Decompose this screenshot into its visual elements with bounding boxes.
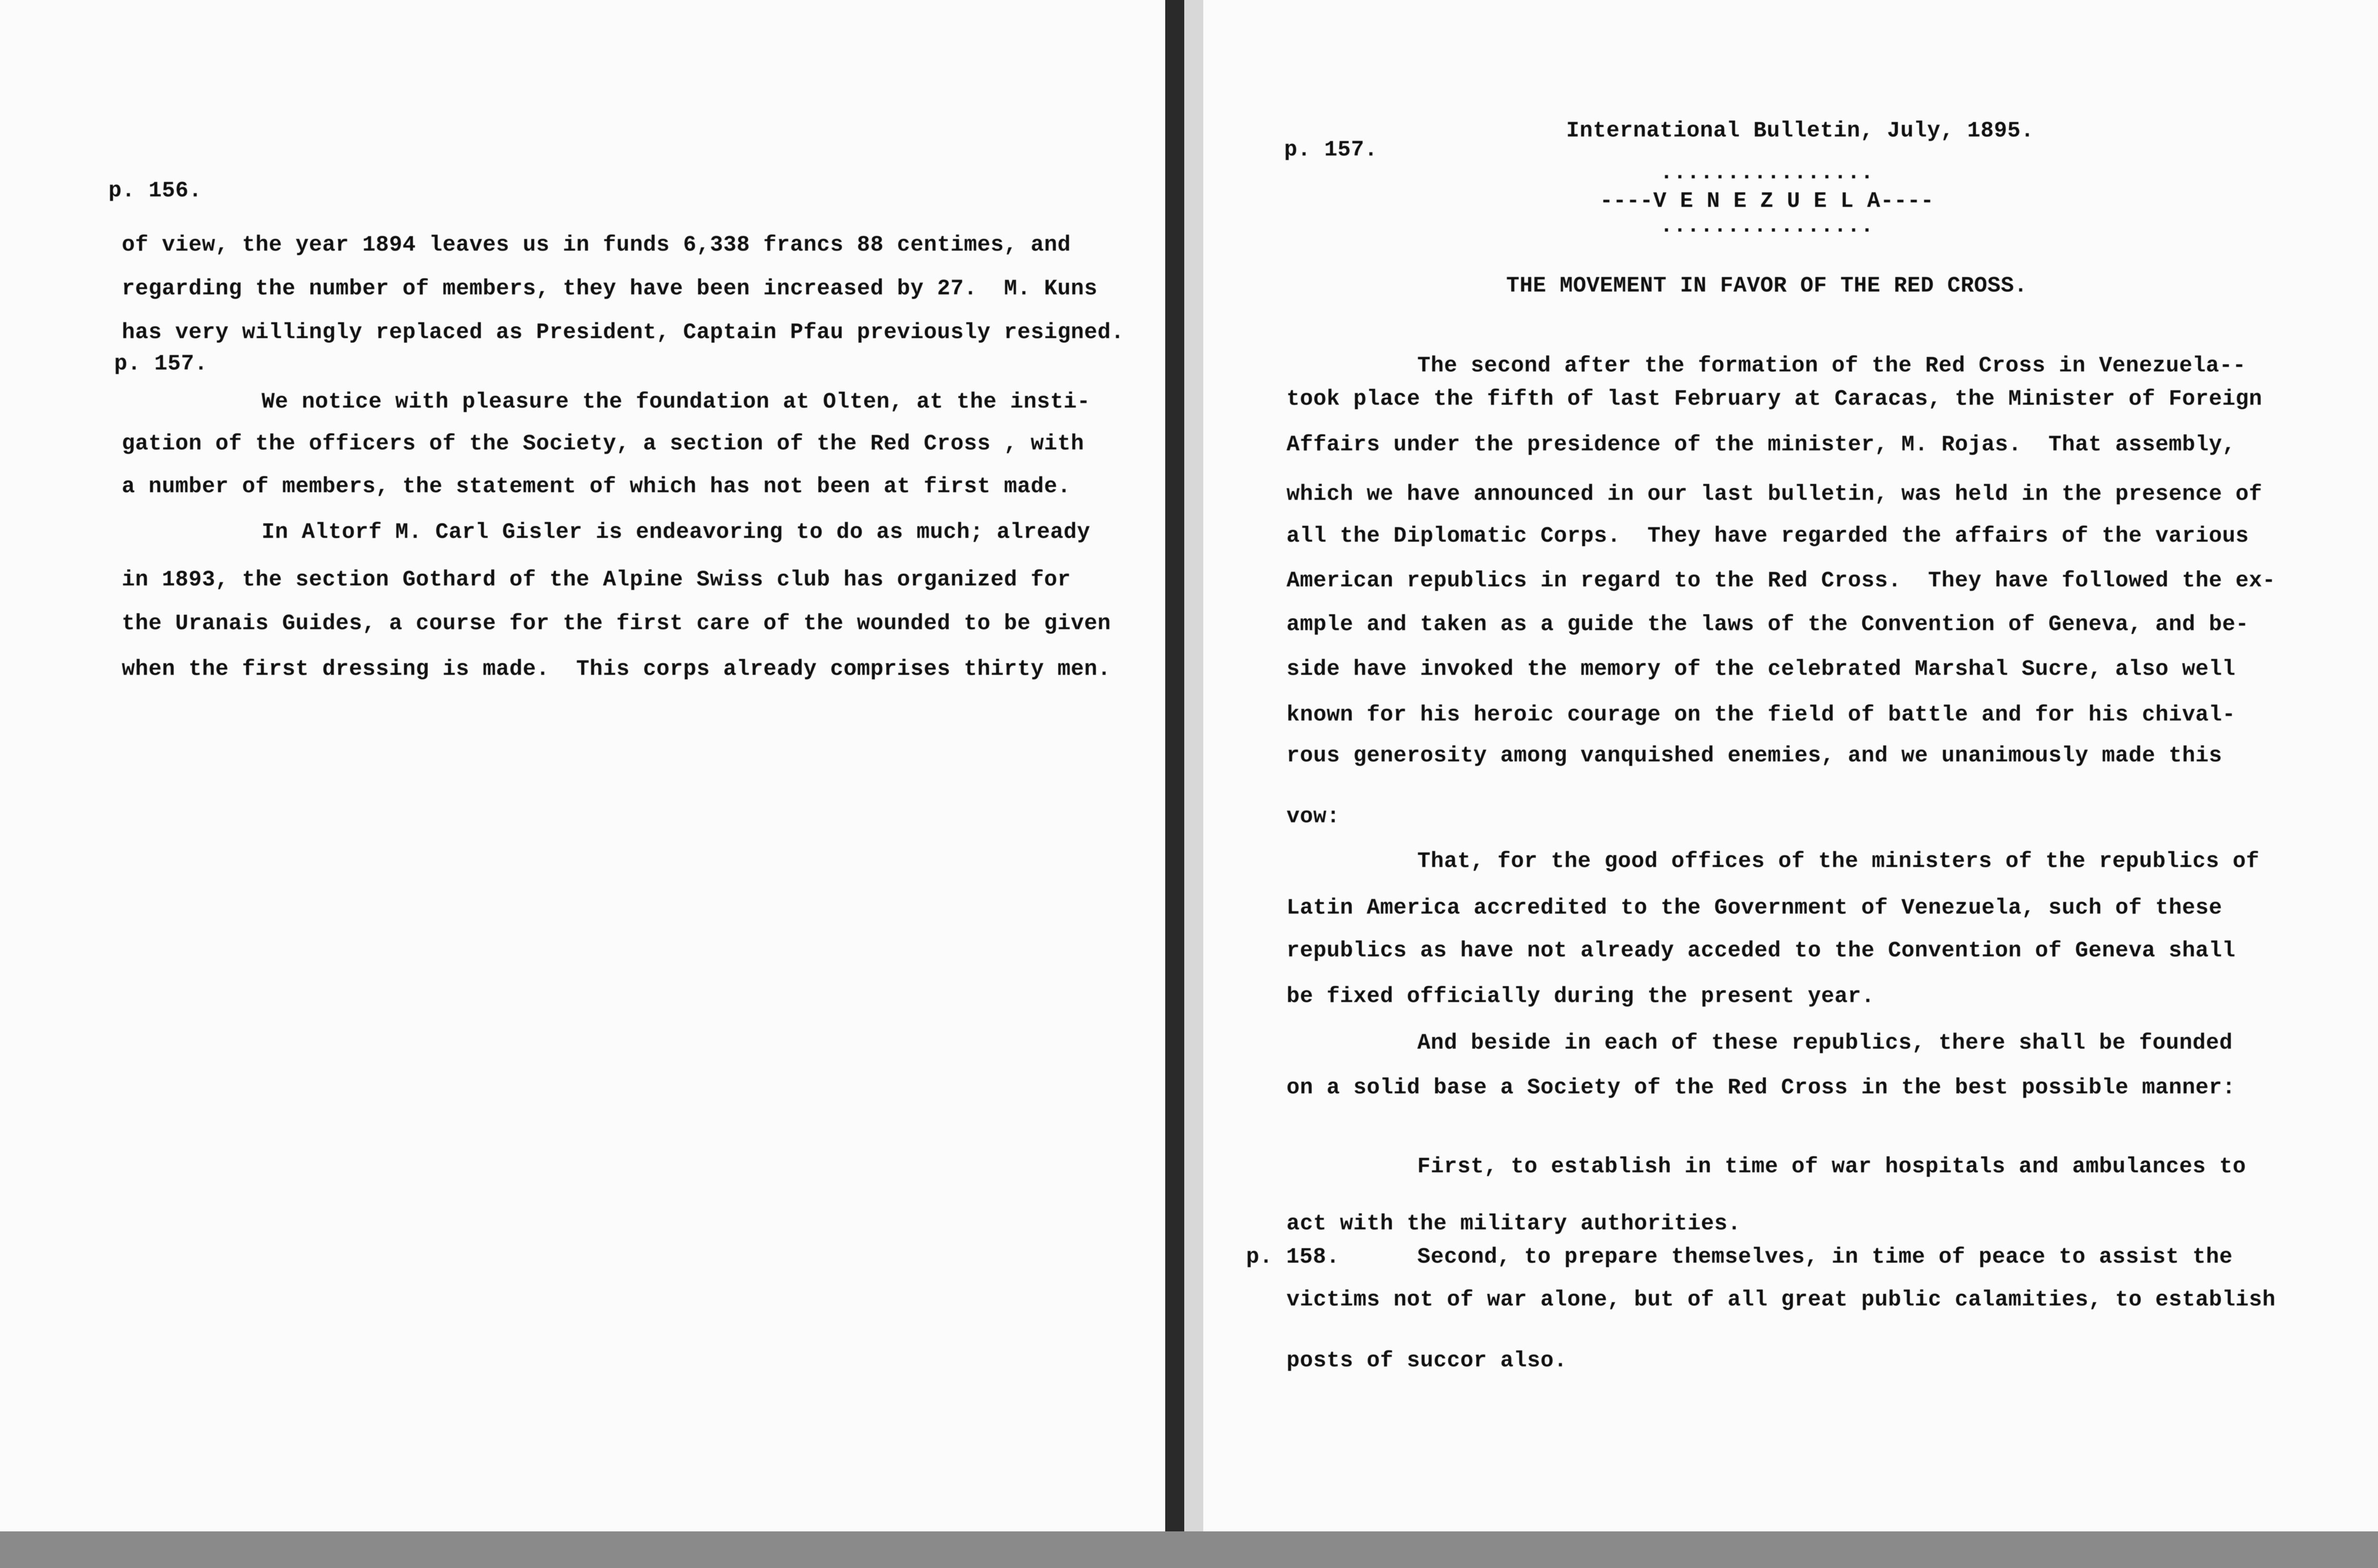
- running-header: International Bulletin, July, 1895.: [1566, 118, 2034, 143]
- page-marker: p. 157.: [1284, 137, 1378, 162]
- text-line: a number of members, the statement of which has not been at first made.: [122, 474, 1071, 499]
- text-line: act with the military authorities.: [1286, 1211, 1741, 1236]
- page-binding: [1165, 0, 1184, 1531]
- text-line: vow:: [1286, 804, 1340, 829]
- text-line: which we have announced in our last bulletin, was held in the presence of: [1286, 482, 2262, 506]
- text-line: side have invoked the memory of the celebrated Marshal Sucre, also well: [1286, 657, 2236, 682]
- text-line: That, for the good offices of the ministers of the republics of: [1417, 849, 2260, 874]
- text-line: gation of the officers of the Society, a section of the Red Cross , with: [122, 431, 1084, 456]
- page-marker: p. 157.: [114, 351, 208, 376]
- text-line: Affairs under the presidence of the minister, M. Rojas. That assembly,: [1286, 432, 2236, 457]
- text-line: of view, the year 1894 leaves us in funds 6,338 francs 88 centimes, and: [122, 233, 1071, 257]
- text-line: all the Diplomatic Corps. They have regarded the affairs of the various: [1286, 524, 2249, 548]
- text-line: And beside in each of these republics, there shall be founded: [1417, 1031, 2233, 1055]
- text-line: took place the fifth of last February at Caracas, the Minister of Foreign: [1286, 387, 2262, 411]
- divider-rule: ................: [1660, 214, 1874, 238]
- text-line: victims not of war alone, but of all great public calamities, to establish: [1286, 1287, 2276, 1312]
- text-line: republics as have not already acceded to the Convention of Geneva shall: [1286, 938, 2236, 963]
- text-line: on a solid base a Society of the Red Cross in the best possible manner:: [1286, 1075, 2236, 1100]
- text-line: First, to establish in time of war hospitals and ambulances to: [1417, 1154, 2246, 1179]
- text-line: We notice with pleasure the foundation at Olten, at the insti-: [262, 390, 1091, 414]
- text-line: ample and taken as a guide the laws of the Convention of Geneva, and be-: [1286, 612, 2249, 637]
- text-line: known for his heroic courage on the field of battle and for his chival-: [1286, 702, 2236, 727]
- text-line: has very willingly replaced as President, Captain Pfau previously resigned.: [122, 320, 1124, 345]
- text-line: In Altorf M. Carl Gisler is endeavoring to do as much; already: [262, 520, 1091, 545]
- divider-rule: ................: [1660, 160, 1874, 185]
- text-line: regarding the number of members, they have been increased by 27. M. Kuns: [122, 276, 1098, 301]
- text-line: American republics in regard to the Red Cross. They have followed the ex-: [1286, 568, 2276, 593]
- text-line: the Uranais Guides, a course for the first care of the wounded to be given: [122, 611, 1111, 636]
- page-gutter: [1184, 0, 1203, 1531]
- page-marker: p. 156.: [108, 178, 202, 203]
- text-line: in 1893, the section Gothard of the Alpine Swiss club has organized for: [122, 567, 1071, 592]
- text-line: be fixed officially during the present year.: [1286, 984, 1875, 1009]
- right-page: [1203, 0, 2378, 1531]
- left-page: [0, 0, 1165, 1531]
- text-line: Second, to prepare themselves, in time of peace to assist the: [1417, 1245, 2233, 1269]
- text-line: when the first dressing is made. This corps already comprises thirty men.: [122, 657, 1111, 682]
- text-line: Latin America accredited to the Government of Venezuela, such of these: [1286, 896, 2222, 920]
- article-title: THE MOVEMENT IN FAVOR OF THE RED CROSS.: [1506, 273, 2028, 298]
- section-heading: ----V E N E Z U E L A----: [1599, 189, 1934, 214]
- text-line: rous generosity among vanquished enemies, and we unanimously made this: [1286, 743, 2222, 768]
- text-line: The second after the formation of the Red Cross in Venezuela--: [1417, 353, 2246, 378]
- page-marker: p. 158.: [1246, 1245, 1340, 1269]
- text-line: posts of succor also.: [1286, 1348, 1568, 1373]
